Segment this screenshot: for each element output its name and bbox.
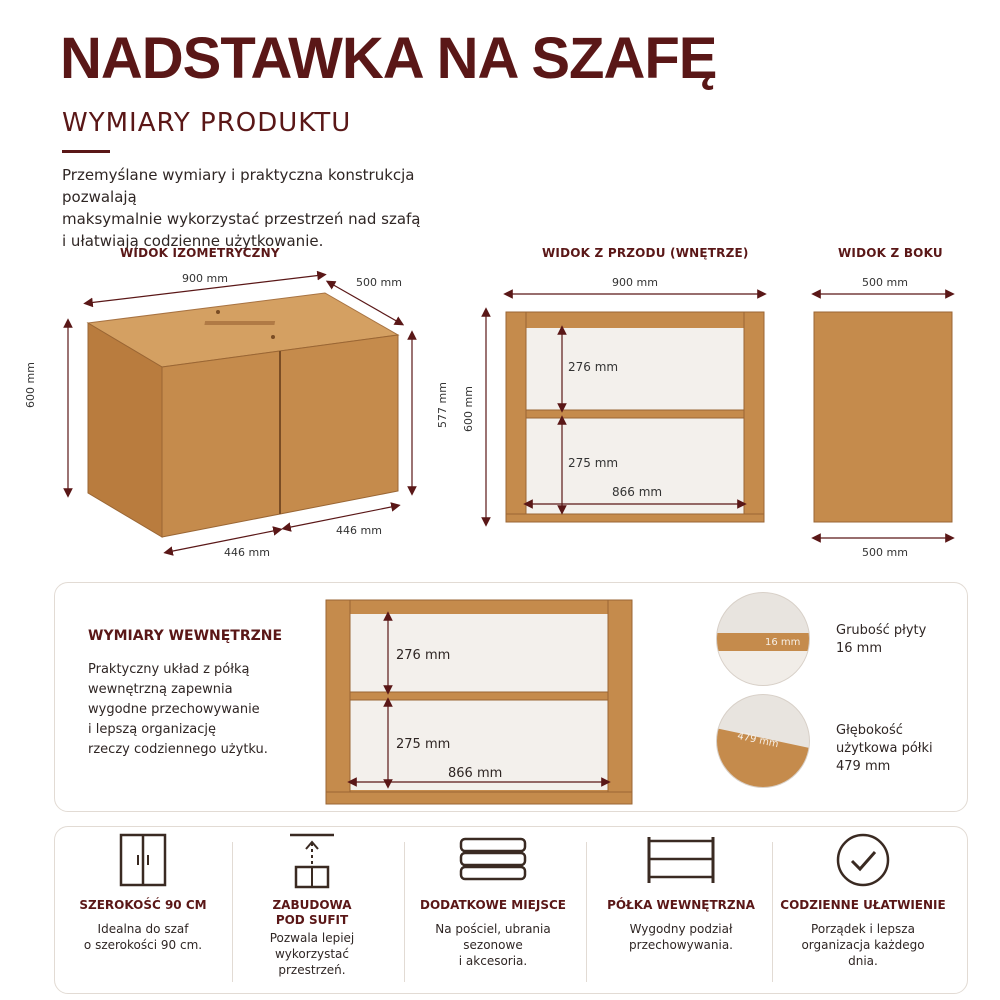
divider: [586, 842, 587, 982]
internal-title: WYMIARY WEWNĘTRZNE: [88, 628, 283, 644]
feature-title: SZEROKOŚĆ 90 CM: [79, 898, 207, 912]
front-shelf: [516, 410, 754, 418]
feature-desc: Na pościel, ubrania sezonowe i akcesoria.: [435, 922, 551, 968]
thickness-detail: [716, 592, 810, 686]
iso-door-left-label: 446 mm: [224, 546, 270, 559]
feature-desc: Wygodny podział przechowywania.: [629, 922, 733, 952]
feature-title: DODATKOWE MIEJSCE: [420, 898, 566, 912]
internal-lower-label: 275 mm: [396, 737, 451, 752]
iso-depth-label: 500 mm: [356, 276, 402, 289]
title-divider: [62, 150, 110, 153]
page-title: NADSTAWKA NA SZAFĘ: [60, 26, 717, 91]
front-lower-label: 275 mm: [568, 456, 619, 470]
front-height-label: 600 mm: [462, 386, 475, 432]
side-top-width-label: 500 mm: [862, 276, 908, 289]
iso-view-label: WIDOK IZOMETRYCZNY: [120, 246, 280, 260]
internal-inner-width-label: 866 mm: [448, 766, 503, 781]
side-bottom-width-label: 500 mm: [862, 546, 908, 559]
side-panel: [814, 312, 952, 522]
isometric-drawing: [40, 265, 440, 565]
feature-title: ZABUDOWA POD SUFIT: [272, 898, 352, 927]
front-view-label: WIDOK Z PRZODU (WNĘTRZE): [542, 246, 749, 260]
thickness-badge: 16 mm: [765, 637, 801, 648]
front-inner-width-label: 866 mm: [612, 485, 663, 499]
iso-door-right-label: 446 mm: [336, 524, 382, 537]
intro-text: Przemyślane wymiary i praktyczna konstrukcja pozwalają maksymalnie wykorzystać przestrzeń nad szafą i ułatwiają codzienne użytkowanie.: [62, 166, 421, 250]
ceiling-icon: [286, 831, 338, 889]
check-circle-icon: [834, 831, 892, 889]
linen-stack-icon: [455, 831, 531, 889]
feature-desc: Porządek i lepsza organizacja każdego dnia.: [801, 922, 925, 968]
iso-width-label: 900 mm: [182, 272, 228, 285]
feature-shelf: [596, 830, 766, 953]
divider: [404, 842, 405, 982]
front-width-label: 900 mm: [612, 276, 658, 289]
feature-ceiling: [227, 830, 397, 978]
feature-title: CODZIENNE UŁATWIENIE: [780, 898, 946, 912]
wardrobe-icon: [117, 831, 169, 889]
iso-height-label: 600 mm: [24, 362, 37, 408]
internal-shelf: [336, 692, 622, 700]
feature-width: [58, 830, 228, 953]
thickness-text: Grubość płyty 16 mm: [836, 623, 927, 656]
feature-daily: [778, 830, 948, 969]
feature-desc: Pozwala lepiej wykorzystać przestrzeń.: [269, 931, 355, 977]
iso-inner-height-label: 577 mm: [436, 382, 449, 428]
shelf-icon: [643, 831, 719, 889]
internal-upper-label: 276 mm: [396, 648, 451, 663]
feature-extra-space: [408, 830, 578, 969]
front-upper-label: 276 mm: [568, 360, 619, 374]
depth-text: Głębokość użytkowa półki 479 mm: [836, 723, 933, 774]
page-subtitle: WYMIARY PRODUKTU: [62, 108, 352, 138]
side-view-label: WIDOK Z BOKU: [838, 246, 943, 260]
internal-text: Praktyczny układ z półką wewnętrzną zapewnia wygodne przechowywanie i lepszą organizację rzeczy codziennego użytku.: [88, 662, 268, 757]
depth-detail: [716, 694, 810, 788]
depth-badge: 479 mm: [736, 730, 780, 751]
side-view-drawing: [800, 282, 970, 552]
feature-title: PÓŁKA WEWNĘTRZNA: [607, 898, 755, 912]
divider: [772, 842, 773, 982]
feature-desc: Idealna do szaf o szerokości 90 cm.: [83, 922, 203, 952]
